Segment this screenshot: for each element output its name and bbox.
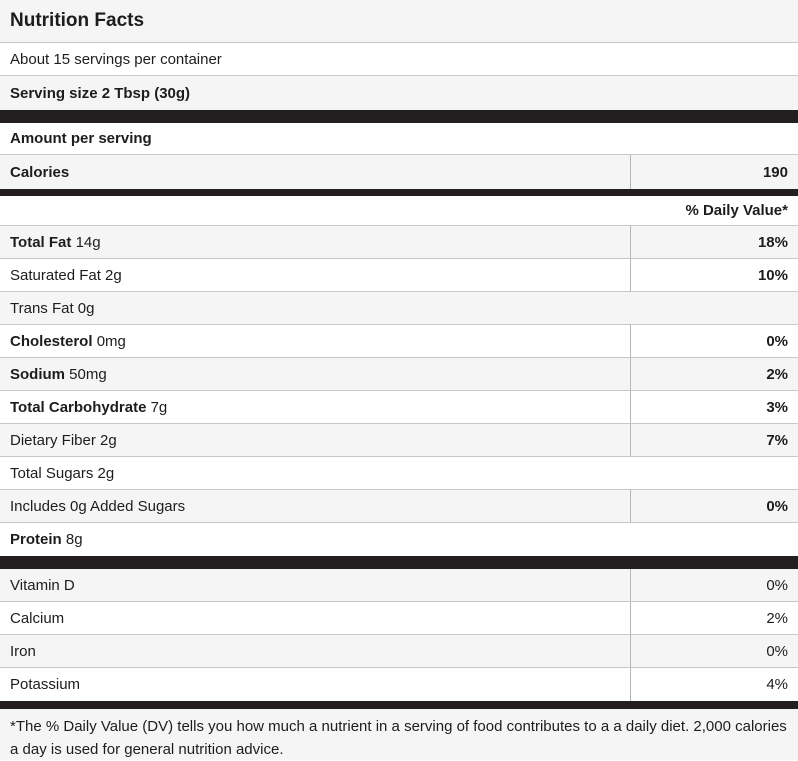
- nutrient-dv: 3%: [766, 398, 788, 416]
- nutrient-name: Cholesterol: [10, 332, 93, 350]
- nutrient-name: Total Fat: [10, 233, 72, 251]
- vitamin-dv: 0%: [766, 576, 788, 594]
- nutrient-amount: Trans Fat 0g: [10, 299, 95, 317]
- serving-size-text: Serving size 2 Tbsp (30g): [10, 84, 191, 102]
- nutrient-amount: 7g: [150, 398, 168, 416]
- nutrient-row-saturated-fat: [0, 259, 798, 292]
- nutrient-dv: 18%: [757, 233, 788, 251]
- vitamin-name: Iron: [10, 642, 36, 660]
- nutrient-row-added-sugars: [0, 490, 798, 523]
- nutrient-dv: 10%: [757, 266, 788, 284]
- nutrient-amount: 0mg: [96, 332, 126, 350]
- label-title: Nutrition Facts: [0, 0, 798, 43]
- calories-value: 190: [762, 163, 788, 181]
- nutrient-amount: Includes 0g Added Sugars: [10, 497, 186, 515]
- nutrient-name: Protein: [10, 531, 62, 548]
- nutrient-amount: Saturated Fat 2g: [10, 266, 122, 284]
- nutrient-row-sodium: [0, 358, 798, 391]
- nutrient-amount: 8g: [65, 531, 83, 548]
- amount-per-serving-text: Amount per serving: [10, 130, 152, 147]
- vitamin-row-potassium: [0, 668, 798, 701]
- divider-bar-protein: [0, 556, 798, 569]
- nutrient-amount: 14g: [75, 233, 101, 251]
- vitamin-dv: 4%: [766, 676, 788, 693]
- nutrient-row-trans-fat: [0, 292, 798, 325]
- nutrient-dv: 0%: [766, 332, 788, 350]
- vitamin-dv: 2%: [766, 609, 788, 627]
- vitamin-name: Potassium: [10, 676, 81, 693]
- nutrient-dv: 2%: [766, 365, 788, 383]
- nutrient-row-total-fat: [0, 226, 798, 259]
- vitamin-row-vitamin-d: [0, 569, 798, 602]
- servings-per-container-row: [0, 43, 798, 76]
- nutrient-amount: Dietary Fiber 2g: [10, 431, 117, 449]
- vitamin-name: Vitamin D: [10, 576, 75, 594]
- nutrient-dv: 7%: [766, 431, 788, 449]
- calories-row: [0, 155, 798, 189]
- divider-bar-calories: [0, 189, 798, 196]
- nutrient-amount: Total Sugars 2g: [10, 464, 115, 482]
- daily-value-footnote: *The % Daily Value (DV) tells you how much a nutrient in a serving of food contributes to a a daily diet. 2,000 calories a day is used for general nutrition advice.: [0, 709, 798, 760]
- vitamin-name: Calcium: [10, 609, 65, 627]
- vitamin-dv: 0%: [766, 642, 788, 660]
- nutrient-row-cholesterol: [0, 325, 798, 358]
- divider-bar-bottom: [0, 701, 798, 709]
- servings-per-container-text: About 15 servings per container: [10, 50, 222, 68]
- calories-label: Calories: [10, 163, 70, 181]
- daily-value-header: % Daily Value*: [0, 196, 798, 226]
- nutrient-row-total-sugars: [0, 457, 798, 490]
- nutrient-row-protein: [0, 523, 798, 556]
- amount-per-serving-row: [0, 123, 798, 155]
- serving-size-row: [0, 76, 798, 110]
- nutrient-row-total-carbohydrate: [0, 391, 798, 424]
- divider-bar-top: [0, 110, 798, 123]
- nutrient-name: Total Carbohydrate: [10, 398, 147, 416]
- nutrient-name: Sodium: [10, 365, 65, 383]
- vitamin-row-calcium: [0, 602, 798, 635]
- nutrient-dv: 0%: [766, 497, 788, 515]
- nutrient-row-dietary-fiber: [0, 424, 798, 457]
- nutrient-amount: 50mg: [69, 365, 107, 383]
- vitamin-row-iron: [0, 635, 798, 668]
